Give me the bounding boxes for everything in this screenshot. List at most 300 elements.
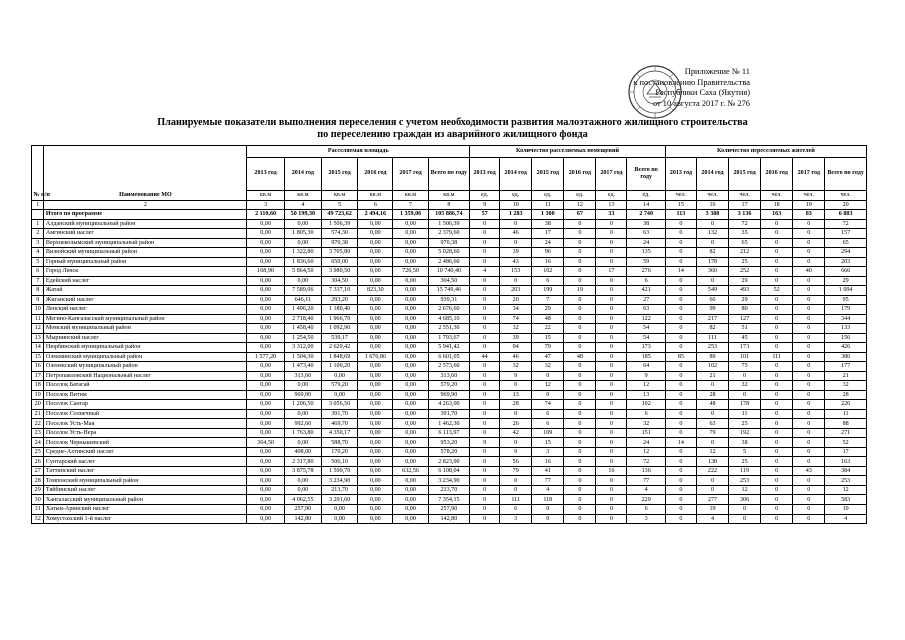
cell-value: 0 [500, 276, 532, 286]
cell-value: 0 [729, 505, 761, 515]
municipality-name: Петропавловский Национальный наслег [44, 371, 247, 381]
cell-value: 293,20 [321, 295, 357, 305]
column-number: 6 [358, 200, 393, 210]
cell-value: 38 [729, 438, 761, 448]
municipality-name: Олекминский муниципальный район [44, 352, 247, 362]
row-index: 15 [32, 352, 44, 362]
cell-value: 0 [696, 476, 728, 486]
cell-value: 0 [761, 333, 793, 343]
row-index [32, 210, 44, 220]
cell-value: 29 [729, 295, 761, 305]
cell-value: 0,00 [284, 485, 321, 495]
cell-value: 0,00 [393, 476, 428, 486]
table-row [32, 276, 867, 286]
row-index: 19 [32, 390, 44, 400]
cell-value: 178 [696, 257, 728, 267]
municipality-name: Томпонский муниципальный район [44, 476, 247, 486]
cell-value: 0 [761, 428, 793, 438]
cell-value: 0 [500, 238, 532, 248]
cell-value: 0 [470, 238, 500, 248]
cell-value: 257,90 [428, 505, 469, 515]
cell-value: 0 [793, 409, 825, 419]
year-header: Всего по году [428, 158, 469, 191]
year-header: 2014 год [500, 158, 532, 191]
cell-value: 0,00 [358, 229, 393, 239]
cell-value: 0,00 [358, 505, 393, 515]
official-seal-icon [627, 64, 683, 120]
cell-value: 32 [532, 362, 564, 372]
municipality-name: Поселок Батагай [44, 381, 247, 391]
cell-value: 0,00 [247, 466, 284, 476]
cell-value: 0 [665, 314, 696, 324]
cell-value: 12 [696, 447, 728, 457]
cell-value: 0,00 [393, 447, 428, 457]
cell-value: 39 [500, 248, 532, 258]
cell-value: 0 [564, 219, 596, 229]
municipality-name: Сунтарский наслег [44, 457, 247, 467]
cell-value: 0,00 [247, 400, 284, 410]
cell-value: 0,00 [358, 428, 393, 438]
cell-value: 0 [596, 229, 627, 239]
column-number: 1 [32, 200, 44, 210]
cell-value: 0,00 [358, 362, 393, 372]
cell-value: 99 [696, 305, 728, 315]
total-value: 2 740 [627, 210, 665, 220]
column-number: 13 [596, 200, 627, 210]
cell-value: 953,20 [428, 438, 469, 448]
cell-value: 178 [729, 400, 761, 410]
row-index: 1 [32, 219, 44, 229]
cell-value: 0,00 [358, 314, 393, 324]
cell-value: 82 [696, 324, 728, 334]
cell-value: 0 [761, 476, 793, 486]
cell-value: 0 [500, 381, 532, 391]
cell-value: 0,00 [393, 409, 428, 419]
table-row [32, 381, 867, 391]
cell-value: 0 [470, 371, 500, 381]
municipality-name: Хомустахский 1-й наслег [44, 514, 247, 524]
cell-value: 118 [532, 495, 564, 505]
cell-value: 21 [825, 371, 867, 381]
cell-value: 46 [500, 352, 532, 362]
cell-value: 0,00 [247, 476, 284, 486]
cell-value: 0 [665, 514, 696, 524]
cell-value: 15 749,46 [428, 286, 469, 296]
cell-value: 102 [696, 362, 728, 372]
cell-value: 45 [729, 333, 761, 343]
cell-value: 0 [793, 219, 825, 229]
cell-value: 0,00 [284, 276, 321, 286]
cell-value: 0 [793, 333, 825, 343]
cell-value: 360 [696, 267, 728, 277]
municipality-name: Город Ленск [44, 267, 247, 277]
cell-value: 229 [627, 495, 665, 505]
cell-value: 666 [825, 267, 867, 277]
cell-value: 0 [761, 305, 793, 315]
cell-value: 32 [500, 324, 532, 334]
cell-value: 0 [761, 505, 793, 515]
cell-value: 0 [793, 514, 825, 524]
cell-value: 226 [825, 400, 867, 410]
cell-value: 0 [761, 362, 793, 372]
cell-value: 4 062,55 [284, 495, 321, 505]
cell-value: 0 [761, 409, 793, 419]
year-header: 2013 год [470, 158, 500, 191]
cell-value: 0,00 [393, 352, 428, 362]
cell-value: 44 [470, 352, 500, 362]
cell-value: 203 [825, 257, 867, 267]
cell-value: 3 980,50 [321, 267, 357, 277]
total-value: 3 388 [696, 210, 728, 220]
unit-header: кв.м [358, 191, 393, 201]
cell-value: 0 [596, 286, 627, 296]
table-row [32, 447, 867, 457]
cell-value: 6 108,04 [428, 466, 469, 476]
cell-value: 0 [696, 238, 728, 248]
total-label: Итого по программе [44, 210, 247, 220]
cell-value: 0 [564, 428, 596, 438]
year-header: 2014 год [284, 158, 321, 191]
row-index: 13 [32, 333, 44, 343]
year-header: 2016 год [358, 158, 393, 191]
cell-value: 77 [532, 476, 564, 486]
cell-value: 7 354,15 [428, 495, 469, 505]
unit-header: чел. [793, 191, 825, 201]
cell-value: 66 [696, 295, 728, 305]
cell-value: 52 [825, 438, 867, 448]
cell-value: 0,00 [393, 314, 428, 324]
cell-value: 0 [470, 428, 500, 438]
cell-value: 391,70 [428, 409, 469, 419]
cell-value: 0,00 [321, 514, 357, 524]
cell-value: 408,00 [284, 447, 321, 457]
cell-value: 0,00 [247, 276, 284, 286]
cell-value: 0 [793, 362, 825, 372]
total-value: 67 [564, 210, 596, 220]
cell-value: 0 [793, 248, 825, 258]
cell-value: 0,00 [393, 390, 428, 400]
cell-value: 12 [825, 485, 867, 495]
cell-value: 0 [793, 485, 825, 495]
cell-value: 212 [729, 248, 761, 258]
cell-value: 38 [627, 219, 665, 229]
column-number: 5 [321, 200, 357, 210]
cell-value: 0,00 [247, 324, 284, 334]
cell-value: 0 [793, 438, 825, 448]
row-index: 8 [32, 286, 44, 296]
cell-value: 0 [596, 447, 627, 457]
cell-value: 22 [532, 324, 564, 334]
cell-value: 59 [627, 257, 665, 267]
row-index: 11 [32, 314, 44, 324]
year-header: 2016 год [761, 158, 793, 191]
appendix-line-2: к постановлению Правительства [633, 77, 750, 87]
cell-value: 65 [825, 238, 867, 248]
cell-value: 85 [665, 352, 696, 362]
cell-value: 0,00 [393, 485, 428, 495]
cell-value: 0 [470, 400, 500, 410]
cell-value: 77 [627, 476, 665, 486]
cell-value: 0,00 [358, 343, 393, 353]
cell-value: 12 [532, 381, 564, 391]
municipality-name: Верхнеколымский муниципальный район [44, 238, 247, 248]
column-number: 2 [44, 200, 247, 210]
cell-value: 0 [596, 324, 627, 334]
cell-value: 0 [665, 390, 696, 400]
cell-value: 6 [627, 409, 665, 419]
cell-value: 0 [761, 229, 793, 239]
cell-value: 0,00 [247, 219, 284, 229]
cell-value: 0 [665, 229, 696, 239]
cell-value: 493 [729, 286, 761, 296]
cell-value: 0 [793, 447, 825, 457]
cell-value: 0 [665, 495, 696, 505]
cell-value: 0,00 [247, 257, 284, 267]
year-header: 2013 год [247, 158, 284, 191]
year-header: 2017 год [393, 158, 428, 191]
cell-value: 0 [470, 476, 500, 486]
cell-value: 32 [627, 419, 665, 429]
table-row [32, 505, 867, 515]
cell-value: 271 [825, 428, 867, 438]
cell-value: 0 [793, 324, 825, 334]
cell-value: 5 028,60 [428, 248, 469, 258]
cell-value: 252 [729, 267, 761, 277]
cell-value: 0,00 [247, 457, 284, 467]
cell-value: 0 [470, 409, 500, 419]
table-row [32, 324, 867, 334]
cell-value: 0 [470, 419, 500, 429]
year-header: 2013 год [665, 158, 696, 191]
cell-value: 0 [665, 371, 696, 381]
cell-value: 64 [627, 362, 665, 372]
cell-value: 1 180,40 [321, 305, 357, 315]
cell-value: 41 [532, 466, 564, 476]
cell-value: 304,50 [428, 276, 469, 286]
cell-value: 0 [532, 505, 564, 515]
cell-value: 9 [500, 447, 532, 457]
cell-value: 132 [696, 229, 728, 239]
cell-value: 0,00 [358, 438, 393, 448]
cell-value: 28 [500, 400, 532, 410]
cell-value: 1 577,20 [247, 352, 284, 362]
cell-value: 0 [564, 447, 596, 457]
cell-value: 15 [532, 438, 564, 448]
cell-value: 1 763,80 [284, 428, 321, 438]
unit-header: ед. [627, 191, 665, 201]
cell-value: 364,50 [247, 438, 284, 448]
cell-value: 0 [470, 381, 500, 391]
cell-value: 0 [564, 400, 596, 410]
cell-value: 304,50 [321, 276, 357, 286]
group-area-header: Расселяемая площадь [247, 146, 470, 158]
cell-value: 0 [470, 219, 500, 229]
row-index: 4 [32, 248, 44, 258]
row-index: 5 [32, 257, 44, 267]
cell-value: 25 [729, 419, 761, 429]
cell-value: 0,00 [393, 305, 428, 315]
cell-value: 0 [596, 381, 627, 391]
cell-value: 0 [696, 409, 728, 419]
cell-value: 574,30 [321, 229, 357, 239]
table-row [32, 476, 867, 486]
cell-value: 7 337,10 [321, 286, 357, 296]
cell-value: 0 [761, 324, 793, 334]
cell-value: 74 [532, 400, 564, 410]
cell-value: 16 [532, 457, 564, 467]
table-row [32, 229, 867, 239]
cell-value: 0 [729, 390, 761, 400]
cell-value: 0 [470, 276, 500, 286]
row-index: 10 [32, 305, 44, 315]
table-row [32, 400, 867, 410]
cell-value: 1 506,39 [428, 219, 469, 229]
cell-value: 6 113,97 [428, 428, 469, 438]
cell-value: 0 [665, 466, 696, 476]
cell-value: 0 [793, 381, 825, 391]
cell-value: 0 [500, 485, 532, 495]
cell-value: 583 [825, 495, 867, 505]
cell-value: 0 [564, 333, 596, 343]
cell-value: 0 [564, 438, 596, 448]
cell-value: 56 [500, 457, 532, 467]
cell-value: 0 [596, 219, 627, 229]
cell-value: 0 [793, 352, 825, 362]
cell-value: 0,00 [358, 495, 393, 505]
cell-value: 3 705,80 [321, 248, 357, 258]
cell-value: 0 [596, 505, 627, 515]
cell-value: 0 [761, 295, 793, 305]
cell-value: 4 [470, 267, 500, 277]
municipality-name: Вилюйский муниципальный район [44, 248, 247, 258]
cell-value: 0 [793, 400, 825, 410]
cell-value: 48 [532, 314, 564, 324]
cell-value: 72 [627, 457, 665, 467]
cell-value: 0,00 [393, 219, 428, 229]
cell-value: 0,00 [247, 514, 284, 524]
table-row [32, 343, 867, 353]
cell-value: 32 [825, 381, 867, 391]
cell-value: 0 [564, 371, 596, 381]
unit-header: чел. [696, 191, 728, 201]
cell-value: 0 [793, 419, 825, 429]
table-row [32, 409, 867, 419]
table-row [32, 495, 867, 505]
cell-value: 3 [627, 514, 665, 524]
cell-value: 17 [596, 267, 627, 277]
municipality-name: Тяйбинский наслег [44, 485, 247, 495]
cell-value: 27 [627, 295, 665, 305]
cell-value: 96 [532, 248, 564, 258]
cell-value: 6 [500, 505, 532, 515]
cell-value: 48 [696, 400, 728, 410]
column-number: 3 [247, 200, 284, 210]
cell-value: 12 [627, 447, 665, 457]
cell-value: 16 [532, 257, 564, 267]
unit-header: кв.м [284, 191, 321, 201]
cell-value: 0 [470, 229, 500, 239]
cell-value: 277 [696, 495, 728, 505]
municipality-name: Мегино-Кангаласский муниципальный район [44, 314, 247, 324]
total-row [32, 210, 867, 220]
cell-value: 939,31 [428, 295, 469, 305]
cell-value: 1 966,70 [321, 314, 357, 324]
title-line-2: по переселению граждан из аварийного жилищного фонда [317, 129, 588, 140]
row-index: 26 [32, 457, 44, 467]
municipality-name: Поселок Усть-Нера [44, 428, 247, 438]
cell-value: 0 [564, 514, 596, 524]
table-row [32, 371, 867, 381]
appendix-line-4: от 10 августа 2017 г. № 276 [652, 98, 750, 108]
cell-value: 0 [761, 400, 793, 410]
cell-value: 0 [500, 438, 532, 448]
cell-value: 992,60 [284, 419, 321, 429]
cell-value: 1 322,80 [284, 248, 321, 258]
cell-value: 0 [761, 267, 793, 277]
cell-value: 0 [665, 409, 696, 419]
cell-value: 0 [665, 381, 696, 391]
cell-value: 17 [532, 229, 564, 239]
cell-value: 1 793,67 [428, 333, 469, 343]
cell-value: 0,00 [358, 447, 393, 457]
cell-value: 0 [564, 409, 596, 419]
cell-value: 588,70 [321, 438, 357, 448]
cell-value: 0,00 [358, 371, 393, 381]
municipality-name: Поселок Усть-Мая [44, 419, 247, 429]
cell-value: 0 [470, 457, 500, 467]
cell-value: 2 823,90 [428, 457, 469, 467]
table-row [32, 257, 867, 267]
cell-value: 0 [596, 419, 627, 429]
cell-value: 0 [761, 447, 793, 457]
cell-value: 0 [665, 400, 696, 410]
cell-value: 0 [500, 409, 532, 419]
unit-header: ед. [470, 191, 500, 201]
cell-value: 173 [729, 343, 761, 353]
row-index: 3 [32, 238, 44, 248]
cell-value: 0,00 [393, 428, 428, 438]
cell-value: 0 [470, 505, 500, 515]
cell-value: 0 [596, 248, 627, 258]
cell-value: 9 [500, 371, 532, 381]
total-value: 83 [793, 210, 825, 220]
cell-value: 0 [761, 257, 793, 267]
municipality-name: Поселок Чернышевский [44, 438, 247, 448]
municipality-name: Средне-Ахтинский наслег [44, 447, 247, 457]
cell-value: 13 [500, 390, 532, 400]
cell-value: 111 [696, 333, 728, 343]
total-value: 1 300 [532, 210, 564, 220]
cell-value: 1 506,39 [321, 219, 357, 229]
cell-value: 0,00 [358, 466, 393, 476]
cell-value: 0 [470, 495, 500, 505]
cell-value: 0,00 [393, 514, 428, 524]
cell-value: 0 [564, 257, 596, 267]
cell-value: 0,00 [284, 438, 321, 448]
cell-value: 0 [665, 305, 696, 315]
cell-value: 0,00 [393, 362, 428, 372]
cell-value: 21 [696, 371, 728, 381]
cell-value: 0,00 [393, 257, 428, 267]
cell-value: 0 [761, 495, 793, 505]
year-header: 2017 год [793, 158, 825, 191]
cell-value: 4 [696, 514, 728, 524]
cell-value: 0,00 [393, 343, 428, 353]
cell-value: 0 [665, 457, 696, 467]
column-number: 19 [793, 200, 825, 210]
cell-value: 0 [596, 390, 627, 400]
cell-value: 0,00 [358, 219, 393, 229]
